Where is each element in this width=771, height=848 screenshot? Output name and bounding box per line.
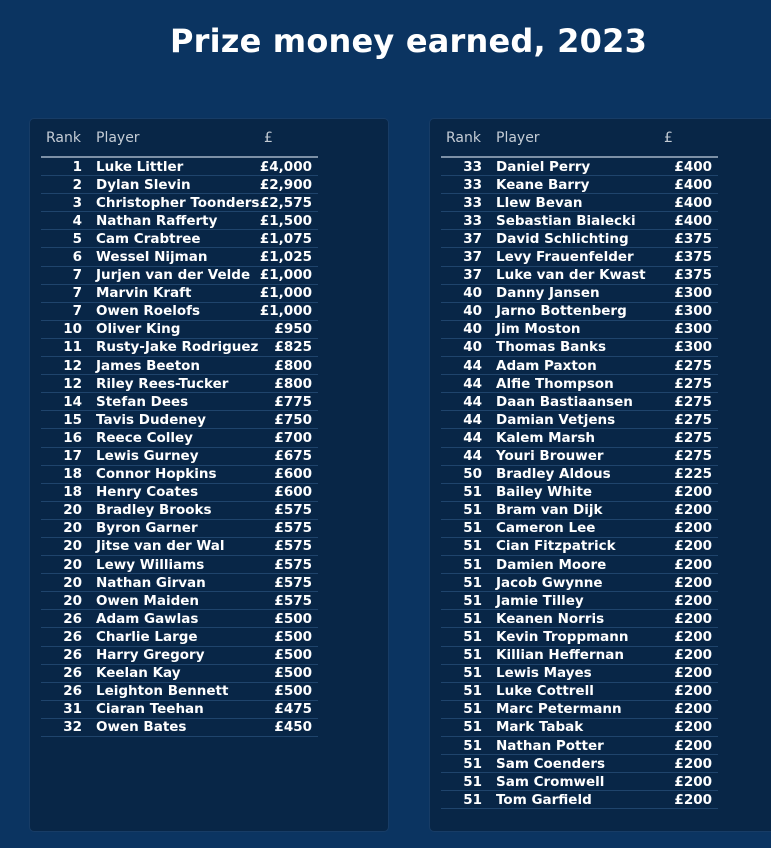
- player-cell: Luke Littler: [96, 158, 184, 175]
- prize-money-cell: £200: [674, 520, 712, 537]
- rank-cell: 33: [463, 212, 482, 229]
- rank-cell: 12: [63, 357, 82, 374]
- rank-cell: 31: [63, 701, 82, 718]
- rank-cell: 51: [463, 683, 482, 700]
- table-row: [441, 628, 718, 646]
- table-row: [41, 520, 318, 538]
- prize-money-cell: £375: [674, 267, 712, 284]
- rank-cell: 26: [63, 683, 82, 700]
- rank-cell: 51: [463, 502, 482, 519]
- table-row: [441, 230, 718, 248]
- page-title: Prize money earned, 2023: [169, 22, 648, 60]
- player-cell: Tavis Dudeney: [96, 411, 206, 428]
- prize-money-cell: £200: [674, 683, 712, 700]
- prize-money-cell: £1,500: [259, 212, 312, 229]
- table-row: [441, 647, 718, 665]
- table-row: [441, 429, 718, 447]
- prize-money-cell: £200: [674, 719, 712, 736]
- rank-cell: 26: [63, 647, 82, 664]
- prize-table-panel-right: [429, 118, 771, 832]
- prize-money-cell: £400: [674, 194, 712, 211]
- rank-cell: 20: [63, 574, 82, 591]
- player-cell: Danny Jansen: [496, 285, 600, 302]
- prize-money-cell: £200: [674, 556, 712, 573]
- rank-cell: 51: [463, 628, 482, 645]
- rank-cell: 40: [463, 321, 482, 338]
- player-cell: Nathan Rafferty: [96, 212, 218, 229]
- rank-cell: 51: [463, 773, 482, 790]
- player-cell: Byron Garner: [96, 520, 198, 537]
- player-cell: Adam Paxton: [496, 357, 597, 374]
- prize-money-cell: £300: [674, 321, 712, 338]
- rank-cell: 51: [463, 719, 482, 736]
- rank-cell: 17: [63, 448, 82, 464]
- rank-cell: 51: [463, 701, 482, 718]
- rank-cell: 7: [72, 303, 82, 320]
- player-cell: Jamie Tilley: [496, 592, 584, 609]
- table-row: [41, 429, 318, 447]
- prize-money-cell: £700: [274, 429, 312, 446]
- player-cell: Sebastian Bialecki: [496, 212, 636, 229]
- prize-money-cell: £200: [674, 502, 712, 519]
- player-cell: Kalem Marsh: [496, 429, 595, 446]
- rank-cell: 40: [463, 303, 482, 320]
- table-row: [441, 683, 718, 701]
- prize-money-cell: £1,000: [259, 267, 312, 284]
- prize-money-cell: £675: [274, 448, 312, 464]
- prize-money-cell: £200: [674, 773, 712, 790]
- prize-money-cell: £575: [274, 538, 312, 555]
- player-cell: Leighton Bennett: [96, 683, 229, 700]
- prize-money-cell: £275: [674, 448, 712, 464]
- player-cell: Alfie Thompson: [496, 375, 614, 392]
- player-cell: Jacob Gwynne: [496, 574, 603, 591]
- rank-cell: 44: [463, 411, 482, 428]
- table-row: [41, 339, 318, 357]
- prize-money-cell: £375: [674, 248, 712, 265]
- prize-table-left: [41, 129, 318, 737]
- rank-cell: 26: [63, 628, 82, 645]
- player-cell: Tom Garfield: [496, 791, 592, 808]
- table-row: [441, 592, 718, 610]
- player-cell: Bailey White: [496, 484, 593, 501]
- table-row: [41, 484, 318, 502]
- prize-money-cell: £575: [274, 592, 312, 609]
- rank-cell: 15: [63, 411, 82, 428]
- prize-money-cell: £600: [274, 466, 312, 483]
- table-row: [441, 520, 718, 538]
- rank-cell: 3: [72, 194, 82, 211]
- player-cell: Sam Coenders: [496, 755, 606, 772]
- player-cell: Rusty-Jake Rodriguez: [96, 339, 259, 356]
- player-cell: Daan Bastiaansen: [496, 393, 633, 410]
- prize-money-cell: £300: [674, 303, 712, 320]
- rank-cell: 33: [463, 194, 482, 211]
- player-cell: Owen Maiden: [96, 592, 200, 609]
- rank-cell: 6: [72, 248, 82, 265]
- player-cell: Thomas Banks: [496, 339, 607, 356]
- player-cell: Nathan Potter: [496, 737, 604, 754]
- table-row: [41, 285, 318, 303]
- player-cell: Connor Hopkins: [96, 466, 217, 483]
- table-row: [41, 303, 318, 321]
- player-cell: Cameron Lee: [496, 520, 596, 537]
- table-row: [441, 393, 718, 411]
- table-row: [41, 448, 318, 466]
- prize-money-cell: £400: [674, 176, 712, 193]
- table-row: [41, 321, 318, 339]
- table-header: [441, 129, 718, 158]
- player-cell: Owen Bates: [96, 719, 187, 736]
- table-row: [41, 628, 318, 646]
- table-row: [41, 592, 318, 610]
- table-row: [441, 176, 718, 194]
- table-row: [41, 230, 318, 248]
- prize-money-cell: £200: [674, 610, 712, 627]
- player-cell: Jarno Bottenberg: [496, 303, 627, 320]
- rank-cell: 51: [463, 791, 482, 808]
- rank-cell: 44: [463, 448, 482, 464]
- player-cell: Bradley Aldous: [496, 466, 611, 483]
- prize-money-cell: £950: [274, 321, 312, 338]
- prize-table-right: [441, 129, 718, 809]
- rank-cell: 51: [463, 556, 482, 573]
- rank-cell: 44: [463, 429, 482, 446]
- rank-cell: 14: [63, 393, 82, 410]
- rank-cell: 37: [463, 248, 482, 265]
- table-row: [441, 285, 718, 303]
- prize-money-cell: £800: [274, 357, 312, 374]
- player-cell: Killian Heffernan: [496, 647, 624, 664]
- player-cell: Luke van der Kwast: [496, 267, 646, 284]
- player-cell: Marvin Kraft: [96, 285, 192, 302]
- table-row: [41, 466, 318, 484]
- rank-cell: 1: [72, 158, 82, 175]
- rank-cell: 51: [463, 737, 482, 754]
- prize-money-cell: £300: [674, 339, 712, 356]
- rank-cell: 40: [463, 339, 482, 356]
- table-row: [41, 194, 318, 212]
- prize-money-cell: £1,000: [259, 285, 312, 302]
- player-cell: Harry Gregory: [96, 647, 205, 664]
- rank-cell: 44: [463, 393, 482, 410]
- prize-money-cell: £200: [674, 665, 712, 682]
- table-row: [441, 375, 718, 393]
- table-row: [441, 267, 718, 285]
- table-row: [441, 538, 718, 556]
- table-body: [441, 158, 718, 809]
- table-row: [441, 737, 718, 755]
- rank-cell: 20: [63, 502, 82, 519]
- rank-cell: 20: [63, 538, 82, 555]
- table-row: [41, 683, 318, 701]
- player-cell: Lewy Williams: [96, 556, 205, 573]
- rank-cell: 51: [463, 574, 482, 591]
- prize-money-cell: £200: [674, 791, 712, 808]
- rank-cell: 12: [63, 375, 82, 392]
- player-cell: Damien Moore: [496, 556, 607, 573]
- table-row: [41, 411, 318, 429]
- table-row: [441, 502, 718, 520]
- rank-cell: 18: [63, 466, 82, 483]
- table-row: [41, 538, 318, 556]
- player-cell: Jitse van der Wal: [96, 538, 225, 555]
- header-prize-money: £: [264, 130, 273, 146]
- player-cell: Reece Colley: [96, 429, 193, 446]
- player-cell: Dylan Slevin: [96, 176, 191, 193]
- table-row: [441, 321, 718, 339]
- table-body: [41, 158, 318, 737]
- player-cell: Nathan Girvan: [96, 574, 206, 591]
- prize-money-cell: £200: [674, 538, 712, 555]
- table-row: [441, 719, 718, 737]
- table-row: [441, 339, 718, 357]
- table-row: [41, 610, 318, 628]
- player-cell: Jim Moston: [496, 321, 581, 338]
- player-cell: Kevin Troppmann: [496, 628, 629, 645]
- prize-money-cell: £200: [674, 755, 712, 772]
- prize-money-cell: £500: [274, 628, 312, 645]
- table-row: [41, 719, 318, 737]
- table-row: [41, 158, 318, 176]
- rank-cell: 20: [63, 556, 82, 573]
- prize-money-cell: £275: [674, 375, 712, 392]
- table-row: [41, 267, 318, 285]
- rank-cell: 51: [463, 520, 482, 537]
- rank-cell: 51: [463, 484, 482, 501]
- rank-cell: 51: [463, 665, 482, 682]
- player-cell: Marc Petermann: [496, 701, 622, 718]
- table-row: [441, 158, 718, 176]
- player-cell: Keelan Kay: [96, 665, 181, 682]
- prize-money-cell: £200: [674, 484, 712, 501]
- rank-cell: 44: [463, 375, 482, 392]
- table-row: [441, 755, 718, 773]
- player-cell: Daniel Perry: [496, 158, 591, 175]
- table-row: [41, 574, 318, 592]
- player-cell: Christopher Toonders: [96, 194, 260, 211]
- table-row: [41, 357, 318, 375]
- prize-money-cell: £575: [274, 574, 312, 591]
- prize-money-cell: £4,000: [259, 158, 312, 175]
- player-cell: David Schlichting: [496, 230, 629, 247]
- rank-cell: 33: [463, 176, 482, 193]
- rank-cell: 7: [72, 285, 82, 302]
- table-row: [441, 411, 718, 429]
- table-row: [441, 484, 718, 502]
- rank-cell: 37: [463, 267, 482, 284]
- table-row: [441, 665, 718, 683]
- player-cell: Lewis Gurney: [96, 448, 199, 464]
- player-cell: Jurjen van der Velde: [96, 267, 251, 284]
- prize-money-cell: £200: [674, 592, 712, 609]
- prize-money-cell: £500: [274, 665, 312, 682]
- prize-money-cell: £500: [274, 683, 312, 700]
- prize-money-cell: £275: [674, 393, 712, 410]
- player-cell: Bradley Brooks: [96, 502, 212, 519]
- player-cell: Damian Vetjens: [496, 411, 616, 428]
- rank-cell: 5: [72, 230, 82, 247]
- rank-cell: 20: [63, 520, 82, 537]
- prize-money-cell: £275: [674, 429, 712, 446]
- player-cell: Ciaran Teehan: [96, 701, 204, 718]
- prize-money-cell: £475: [274, 701, 312, 718]
- table-header: [41, 129, 318, 158]
- rank-cell: 51: [463, 647, 482, 664]
- player-cell: Sam Cromwell: [496, 773, 605, 790]
- prize-money-cell: £300: [674, 285, 712, 302]
- player-cell: Cam Crabtree: [96, 230, 201, 247]
- prize-money-cell: £575: [274, 520, 312, 537]
- prize-money-cell: £2,575: [259, 194, 312, 211]
- player-cell: Oliver King: [96, 321, 181, 338]
- player-cell: Lewis Mayes: [496, 665, 592, 682]
- player-cell: Charlie Large: [96, 628, 198, 645]
- rank-cell: 7: [72, 267, 82, 284]
- prize-money-cell: £575: [274, 556, 312, 573]
- rank-cell: 10: [63, 321, 82, 338]
- prize-money-cell: £575: [274, 502, 312, 519]
- prize-money-cell: £200: [674, 737, 712, 754]
- player-cell: Cian Fitzpatrick: [496, 538, 616, 555]
- table-row: [41, 176, 318, 194]
- table-row: [441, 212, 718, 230]
- rank-cell: 33: [463, 158, 482, 175]
- player-cell: Llew Bevan: [496, 194, 583, 211]
- rank-cell: 26: [63, 665, 82, 682]
- rank-cell: 51: [463, 755, 482, 772]
- prize-table-panel-left: [29, 118, 389, 832]
- rank-cell: 20: [63, 592, 82, 609]
- prize-money-cell: £825: [274, 339, 312, 356]
- prize-money-cell: £500: [274, 647, 312, 664]
- prize-money-cell: £600: [274, 484, 312, 501]
- player-cell: James Beeton: [96, 357, 201, 374]
- prize-money-cell: £200: [674, 701, 712, 718]
- player-cell: Youri Brouwer: [496, 448, 604, 464]
- table-row: [441, 466, 718, 484]
- table-row: [441, 574, 718, 592]
- table-row: [441, 610, 718, 628]
- player-cell: Luke Cottrell: [496, 683, 594, 700]
- header-player: Player: [496, 130, 540, 146]
- table-row: [41, 556, 318, 574]
- table-row: [41, 248, 318, 266]
- table-row: [41, 665, 318, 683]
- prize-money-cell: £375: [674, 230, 712, 247]
- prize-money-cell: £1,025: [259, 248, 312, 265]
- rank-cell: 4: [72, 212, 82, 229]
- rank-cell: 51: [463, 610, 482, 627]
- player-cell: Riley Rees-Tucker: [96, 375, 229, 392]
- rank-cell: 50: [463, 466, 482, 483]
- table-row: [441, 773, 718, 791]
- player-cell: Levy Frauenfelder: [496, 248, 634, 265]
- prize-money-cell: £225: [674, 466, 712, 483]
- table-row: [41, 375, 318, 393]
- prize-money-cell: £775: [274, 393, 312, 410]
- rank-cell: 51: [463, 592, 482, 609]
- table-row: [41, 502, 318, 520]
- player-cell: Keanen Norris: [496, 610, 605, 627]
- rank-cell: 26: [63, 610, 82, 627]
- table-row: [441, 556, 718, 574]
- player-cell: Bram van Dijk: [496, 502, 603, 519]
- rank-cell: 37: [463, 230, 482, 247]
- rank-cell: 40: [463, 285, 482, 302]
- header-prize-money: £: [664, 130, 673, 146]
- prize-money-cell: £275: [674, 357, 712, 374]
- prize-money-cell: £400: [674, 212, 712, 229]
- rank-cell: 18: [63, 484, 82, 501]
- table-row: [41, 647, 318, 665]
- player-cell: Wessel Nijman: [96, 248, 208, 265]
- player-cell: Adam Gawlas: [96, 610, 199, 627]
- prize-money-cell: £1,075: [259, 230, 312, 247]
- prize-money-cell: £200: [674, 647, 712, 664]
- prize-money-cell: £400: [674, 158, 712, 175]
- table-row: [441, 194, 718, 212]
- table-row: [41, 393, 318, 411]
- table-row: [41, 701, 318, 719]
- player-cell: Stefan Dees: [96, 393, 189, 410]
- rank-cell: 32: [63, 719, 82, 736]
- table-row: [441, 448, 718, 466]
- table-row: [41, 212, 318, 230]
- rank-cell: 44: [463, 357, 482, 374]
- table-row: [441, 791, 718, 809]
- table-row: [441, 357, 718, 375]
- prize-money-cell: £500: [274, 610, 312, 627]
- prize-money-cell: £2,900: [259, 176, 312, 193]
- header-rank: Rank: [446, 130, 481, 146]
- table-row: [441, 303, 718, 321]
- rank-cell: 11: [63, 339, 82, 356]
- rank-cell: 51: [463, 538, 482, 555]
- player-cell: Keane Barry: [496, 176, 590, 193]
- prize-money-cell: £450: [274, 719, 312, 736]
- player-cell: Henry Coates: [96, 484, 199, 501]
- prize-money-cell: £200: [674, 628, 712, 645]
- prize-money-cell: £200: [674, 574, 712, 591]
- table-row: [441, 248, 718, 266]
- player-cell: Owen Roelofs: [96, 303, 201, 320]
- header-player: Player: [96, 130, 140, 146]
- table-row: [441, 701, 718, 719]
- header-rank: Rank: [46, 130, 81, 146]
- rank-cell: 16: [63, 429, 82, 446]
- prize-money-cell: £800: [274, 375, 312, 392]
- prize-money-cell: £750: [274, 411, 312, 428]
- rank-cell: 2: [72, 176, 82, 193]
- player-cell: Mark Tabak: [496, 719, 584, 736]
- prize-money-cell: £1,000: [259, 303, 312, 320]
- prize-money-cell: £275: [674, 411, 712, 428]
